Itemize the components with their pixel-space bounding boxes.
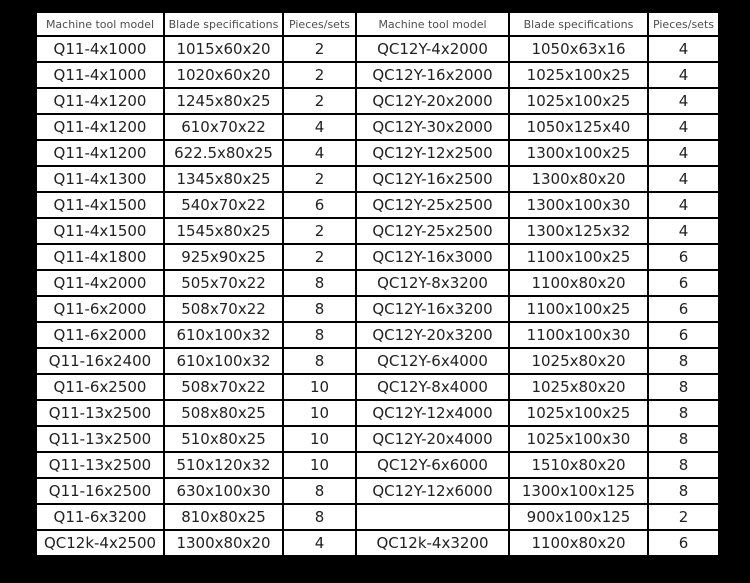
cell-machine-tool-model-right: QC12Y-8x4000 [356, 374, 509, 400]
cell-blade-specifications-right: 1025x80x20 [509, 374, 648, 400]
cell-machine-tool-model-left: Q11-4x1500 [36, 218, 164, 244]
table-row [36, 348, 719, 374]
cell-machine-tool-model-left: Q11-4x1800 [36, 244, 164, 270]
cell-blade-specifications-left: 1245x80x25 [164, 88, 283, 114]
cell-blade-specifications-right: 1100x80x20 [509, 270, 648, 296]
cell-blade-specifications-left: 610x70x22 [164, 114, 283, 140]
cell-machine-tool-model-left: Q11-4x1200 [36, 140, 164, 166]
cell-pieces-sets-left: 8 [283, 348, 356, 374]
cell-machine-tool-model-right: QC12Y-20x4000 [356, 426, 509, 452]
cell-pieces-sets-left: 8 [283, 478, 356, 504]
cell-pieces-sets-right: 4 [648, 192, 719, 218]
cell-pieces-sets-right: 6 [648, 270, 719, 296]
cell-pieces-sets-right: 4 [648, 114, 719, 140]
table-row [36, 36, 719, 62]
cell-machine-tool-model-left: Q11-4x1500 [36, 192, 164, 218]
cell-blade-specifications-right: 1100x100x30 [509, 322, 648, 348]
cell-machine-tool-model-right: QC12Y-16x2500 [356, 166, 509, 192]
cell-machine-tool-model-left: QC12k-4x2500 [36, 530, 164, 556]
cell-machine-tool-model-right [356, 504, 509, 530]
cell-pieces-sets-right: 8 [648, 400, 719, 426]
col-header-machine-tool-model-left: Machine tool model [36, 12, 164, 36]
table-row [36, 88, 719, 114]
cell-pieces-sets-right: 6 [648, 244, 719, 270]
cell-blade-specifications-left: 925x90x25 [164, 244, 283, 270]
table-row [36, 530, 719, 556]
header-row [36, 12, 719, 36]
cell-pieces-sets-left: 10 [283, 452, 356, 478]
cell-blade-specifications-left: 505x70x22 [164, 270, 283, 296]
blade-spec-table [35, 11, 720, 557]
cell-pieces-sets-left: 2 [283, 62, 356, 88]
cell-blade-specifications-right: 1025x100x25 [509, 62, 648, 88]
table-row [36, 426, 719, 452]
cell-blade-specifications-left: 510x80x25 [164, 426, 283, 452]
cell-machine-tool-model-left: Q11-4x1000 [36, 36, 164, 62]
cell-blade-specifications-left: 1345x80x25 [164, 166, 283, 192]
col-header-pieces-sets-right: Pieces/sets [648, 12, 719, 36]
cell-pieces-sets-left: 4 [283, 114, 356, 140]
cell-pieces-sets-right: 2 [648, 504, 719, 530]
cell-pieces-sets-right: 4 [648, 36, 719, 62]
cell-blade-specifications-right: 1100x100x25 [509, 244, 648, 270]
table-row [36, 218, 719, 244]
col-header-machine-tool-model-right: Machine tool model [356, 12, 509, 36]
table-row [36, 452, 719, 478]
cell-machine-tool-model-right: QC12k-4x3200 [356, 530, 509, 556]
table-row [36, 62, 719, 88]
cell-machine-tool-model-right: QC12Y-20x3200 [356, 322, 509, 348]
cell-machine-tool-model-left: Q11-6x2500 [36, 374, 164, 400]
table-row [36, 504, 719, 530]
cell-pieces-sets-right: 6 [648, 530, 719, 556]
cell-pieces-sets-left: 2 [283, 244, 356, 270]
cell-blade-specifications-right: 1300x100x30 [509, 192, 648, 218]
cell-machine-tool-model-left: Q11-4x1300 [36, 166, 164, 192]
cell-blade-specifications-left: 508x70x22 [164, 374, 283, 400]
cell-blade-specifications-right: 1300x80x20 [509, 166, 648, 192]
cell-blade-specifications-left: 510x120x32 [164, 452, 283, 478]
table-row [36, 322, 719, 348]
cell-machine-tool-model-right: QC12Y-6x6000 [356, 452, 509, 478]
table-row [36, 478, 719, 504]
cell-machine-tool-model-left: Q11-13x2500 [36, 426, 164, 452]
cell-blade-specifications-right: 1025x100x25 [509, 88, 648, 114]
cell-machine-tool-model-left: Q11-4x1000 [36, 62, 164, 88]
cell-machine-tool-model-right: QC12Y-25x2500 [356, 218, 509, 244]
table-row [36, 296, 719, 322]
cell-pieces-sets-left: 8 [283, 270, 356, 296]
cell-blade-specifications-right: 1100x100x25 [509, 296, 648, 322]
cell-blade-specifications-left: 508x70x22 [164, 296, 283, 322]
cell-blade-specifications-left: 1020x60x20 [164, 62, 283, 88]
cell-blade-specifications-right: 900x100x125 [509, 504, 648, 530]
table-row [36, 374, 719, 400]
cell-blade-specifications-left: 1545x80x25 [164, 218, 283, 244]
table-header [36, 12, 719, 36]
cell-blade-specifications-right: 1510x80x20 [509, 452, 648, 478]
cell-pieces-sets-left: 10 [283, 374, 356, 400]
cell-pieces-sets-left: 2 [283, 218, 356, 244]
cell-machine-tool-model-right: QC12Y-12x6000 [356, 478, 509, 504]
cell-machine-tool-model-right: QC12Y-12x2500 [356, 140, 509, 166]
cell-blade-specifications-right: 1025x100x25 [509, 400, 648, 426]
cell-machine-tool-model-right: QC12Y-30x2000 [356, 114, 509, 140]
cell-machine-tool-model-left: Q11-6x2000 [36, 296, 164, 322]
cell-blade-specifications-right: 1300x125x32 [509, 218, 648, 244]
cell-pieces-sets-right: 6 [648, 296, 719, 322]
cell-machine-tool-model-right: QC12Y-16x3200 [356, 296, 509, 322]
cell-pieces-sets-left: 2 [283, 88, 356, 114]
cell-blade-specifications-right: 1300x100x25 [509, 140, 648, 166]
cell-pieces-sets-left: 4 [283, 140, 356, 166]
cell-machine-tool-model-right: QC12Y-8x3200 [356, 270, 509, 296]
cell-pieces-sets-right: 4 [648, 140, 719, 166]
cell-pieces-sets-left: 8 [283, 322, 356, 348]
table-row [36, 192, 719, 218]
cell-pieces-sets-right: 4 [648, 88, 719, 114]
cell-blade-specifications-right: 1050x125x40 [509, 114, 648, 140]
cell-machine-tool-model-right: QC12Y-12x4000 [356, 400, 509, 426]
cell-pieces-sets-left: 4 [283, 530, 356, 556]
cell-pieces-sets-right: 8 [648, 452, 719, 478]
table-row [36, 270, 719, 296]
cell-blade-specifications-right: 1300x100x125 [509, 478, 648, 504]
cell-blade-specifications-right: 1100x80x20 [509, 530, 648, 556]
col-header-blade-specifications-left: Blade specifications [164, 12, 283, 36]
cell-machine-tool-model-right: QC12Y-16x2000 [356, 62, 509, 88]
cell-blade-specifications-left: 508x80x25 [164, 400, 283, 426]
cell-pieces-sets-left: 2 [283, 36, 356, 62]
cell-blade-specifications-left: 1015x60x20 [164, 36, 283, 62]
cell-machine-tool-model-left: Q11-13x2500 [36, 452, 164, 478]
cell-pieces-sets-left: 10 [283, 400, 356, 426]
cell-machine-tool-model-left: Q11-4x1200 [36, 114, 164, 140]
table-row [36, 166, 719, 192]
cell-pieces-sets-left: 8 [283, 296, 356, 322]
cell-pieces-sets-right: 8 [648, 426, 719, 452]
cell-blade-specifications-left: 630x100x30 [164, 478, 283, 504]
cell-blade-specifications-left: 540x70x22 [164, 192, 283, 218]
col-header-pieces-sets-left: Pieces/sets [283, 12, 356, 36]
cell-machine-tool-model-right: QC12Y-4x2000 [356, 36, 509, 62]
cell-pieces-sets-right: 6 [648, 322, 719, 348]
table-row [36, 114, 719, 140]
cell-pieces-sets-right: 8 [648, 348, 719, 374]
cell-pieces-sets-left: 8 [283, 504, 356, 530]
cell-pieces-sets-left: 10 [283, 426, 356, 452]
cell-machine-tool-model-right: QC12Y-25x2500 [356, 192, 509, 218]
cell-machine-tool-model-left: Q11-4x1200 [36, 88, 164, 114]
cell-pieces-sets-left: 2 [283, 166, 356, 192]
cell-blade-specifications-left: 622.5x80x25 [164, 140, 283, 166]
cell-blade-specifications-left: 810x80x25 [164, 504, 283, 530]
cell-pieces-sets-right: 4 [648, 62, 719, 88]
cell-machine-tool-model-left: Q11-6x2000 [36, 322, 164, 348]
cell-blade-specifications-right: 1025x100x30 [509, 426, 648, 452]
table-row [36, 400, 719, 426]
cell-blade-specifications-right: 1025x80x20 [509, 348, 648, 374]
cell-pieces-sets-right: 8 [648, 478, 719, 504]
col-header-blade-specifications-right: Blade specifications [509, 12, 648, 36]
cell-machine-tool-model-left: Q11-16x2400 [36, 348, 164, 374]
table-row [36, 244, 719, 270]
cell-pieces-sets-right: 4 [648, 218, 719, 244]
cell-blade-specifications-left: 610x100x32 [164, 348, 283, 374]
cell-blade-specifications-right: 1050x63x16 [509, 36, 648, 62]
cell-pieces-sets-left: 6 [283, 192, 356, 218]
cell-machine-tool-model-left: Q11-6x3200 [36, 504, 164, 530]
cell-machine-tool-model-left: Q11-16x2500 [36, 478, 164, 504]
cell-machine-tool-model-left: Q11-13x2500 [36, 400, 164, 426]
table-body [36, 36, 719, 556]
cell-pieces-sets-right: 4 [648, 166, 719, 192]
cell-machine-tool-model-right: QC12Y-20x2000 [356, 88, 509, 114]
cell-blade-specifications-left: 1300x80x20 [164, 530, 283, 556]
cell-machine-tool-model-right: QC12Y-16x3000 [356, 244, 509, 270]
table-row [36, 140, 719, 166]
cell-pieces-sets-right: 8 [648, 374, 719, 400]
cell-machine-tool-model-left: Q11-4x2000 [36, 270, 164, 296]
cell-machine-tool-model-right: QC12Y-6x4000 [356, 348, 509, 374]
cell-blade-specifications-left: 610x100x32 [164, 322, 283, 348]
